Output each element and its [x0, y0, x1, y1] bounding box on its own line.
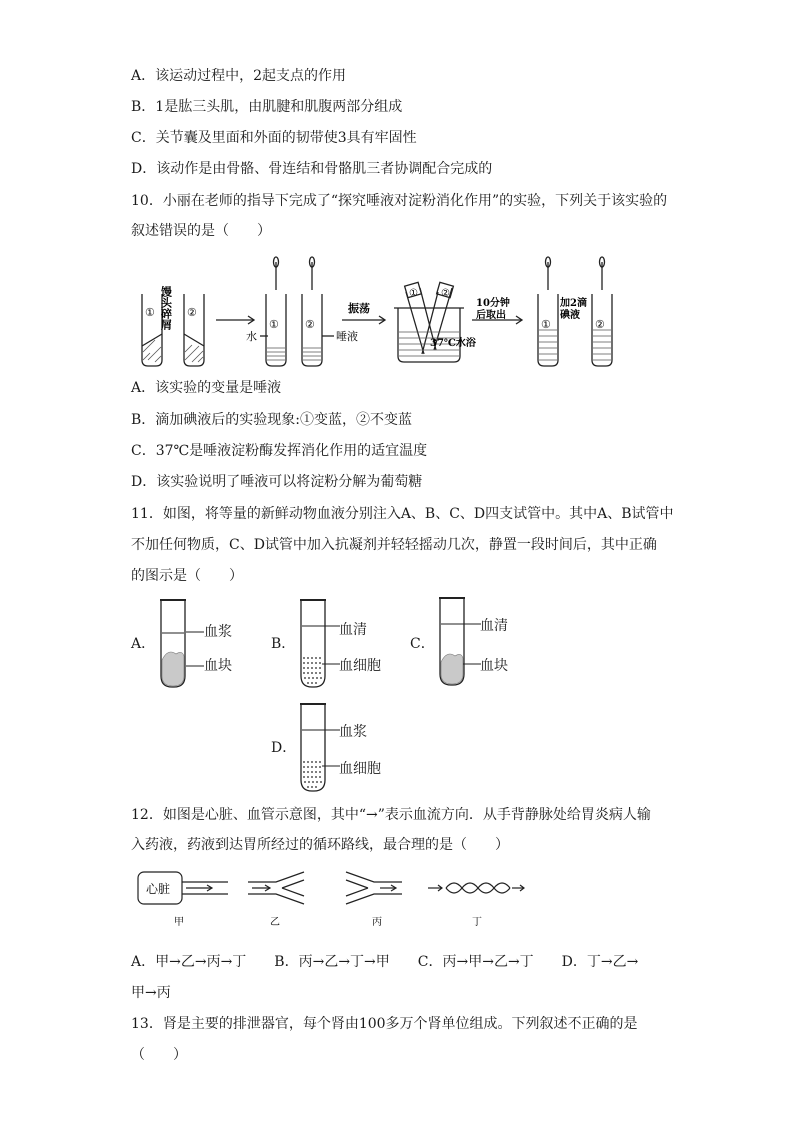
- q11-c-top-label: 血清: [480, 618, 508, 634]
- tube2-label-a: ②: [187, 306, 197, 319]
- vessel-label-ding: 丁: [472, 917, 482, 928]
- q11-option-b-letter: B．: [271, 636, 296, 652]
- q13-stem-line1: 13．肾是主要的排泄器官，每个肾由100多万个肾单位组成。下列叙述不正确的是: [131, 1016, 638, 1032]
- tube2-label-c: ②: [595, 318, 605, 331]
- tube1-label-b: ①: [269, 318, 279, 331]
- q12-stem-line2: 入药液，药液到达胃所经过的循环路线，最合理的是（ ）: [131, 837, 509, 853]
- tube2-label-d: ②: [441, 288, 450, 299]
- tube1-label-a: ①: [145, 306, 155, 319]
- q13-stem-line2: （ ）: [131, 1047, 187, 1063]
- heart-label: 心脏: [146, 882, 171, 896]
- water-label: 水: [246, 330, 257, 343]
- mantou-label: 馒头碎屑: [159, 286, 173, 330]
- q11-a-top-label: 血浆: [204, 624, 232, 640]
- q9-option-c: C．关节囊及里面和外面的韧带使3具有牢固性: [131, 130, 417, 146]
- iodine-label-1: 加2滴: [560, 298, 587, 309]
- wait-label-1: 10分钟: [476, 298, 510, 309]
- iodine-label-2: 碘液: [560, 310, 580, 321]
- q10-option-d: D．该实验说明了唾液可以将淀粉分解为葡萄糖: [131, 474, 423, 490]
- q10-option-a: A．该实验的变量是唾液: [131, 380, 282, 396]
- q11-b-top-label: 血清: [339, 622, 367, 638]
- q12-stem-line1: 12．如图是心脏、血管示意图，其中“→”表示血流方向．从手背静脉处给胃炎病人输: [131, 807, 651, 823]
- q12-options-line1: A．甲→乙→丙→丁 B．丙→乙→丁→甲 C．丙→甲→乙→丁 D．丁→乙→: [131, 954, 639, 970]
- q11-stem-line3: 的图示是（ ）: [131, 568, 243, 584]
- tube2-label-b: ②: [305, 318, 315, 331]
- q9-option-d: D．该动作是由骨骼、骨连结和骨骼肌三者协调配合完成的: [131, 161, 493, 177]
- q10-experiment-figure: [130, 256, 650, 374]
- q11-c-bottom-label: 血块: [480, 658, 508, 674]
- q11-stem-line2: 不加任何物质，C、D试管中加入抗凝剂并轻轻摇动几次，静置一段时间后，其中正确: [131, 537, 657, 553]
- q12-vessel-figure: [136, 870, 536, 930]
- q9-option-a: A．该运动过程中，2起支点的作用: [131, 68, 347, 84]
- saliva-label: 唾液: [336, 330, 358, 343]
- q12-options-line2: 甲→丙: [131, 985, 171, 1001]
- q10-option-c: C．37℃是唾液淀粉酶发挥消化作用的适宜温度: [131, 443, 428, 459]
- tube1-label-d: ①: [409, 288, 418, 299]
- q11-b-bottom-label: 血细胞: [339, 658, 381, 674]
- tube1-label-c: ①: [541, 318, 551, 331]
- vessel-label-jia: 甲: [174, 917, 184, 928]
- q11-option-d-letter: D．: [271, 740, 297, 756]
- shake-label: 振荡: [348, 302, 370, 315]
- q10-option-b: B．滴加碘液后的实验现象:①变蓝，②不变蓝: [131, 412, 413, 428]
- q11-a-bottom-label: 血块: [204, 658, 232, 674]
- q11-d-top-label: 血浆: [339, 724, 367, 740]
- q11-option-c-letter: C．: [410, 636, 435, 652]
- q11-stem-line1: 11．如图，将等量的新鲜动物血液分别注入A、B、C、D四支试管中。其中A、B试管中: [131, 506, 674, 522]
- vessel-label-yi: 乙: [270, 917, 280, 928]
- water-bath-label: 37℃水浴: [430, 338, 476, 349]
- vessel-label-bing: 丙: [372, 917, 382, 928]
- q11-option-a-letter: A．: [131, 636, 156, 652]
- q10-stem-line1: 10．小丽在老师的指导下完成了“探究唾液对淀粉消化作用”的实验，下列关于该实验的: [131, 193, 668, 209]
- q9-option-b: B．1是肱三头肌，由肌腱和肌腹两部分组成: [131, 99, 403, 115]
- q11-d-bottom-label: 血细胞: [339, 761, 381, 777]
- wait-label-2: 后取出: [476, 310, 506, 321]
- q10-stem-line2: 叙述错误的是（ ）: [131, 223, 271, 239]
